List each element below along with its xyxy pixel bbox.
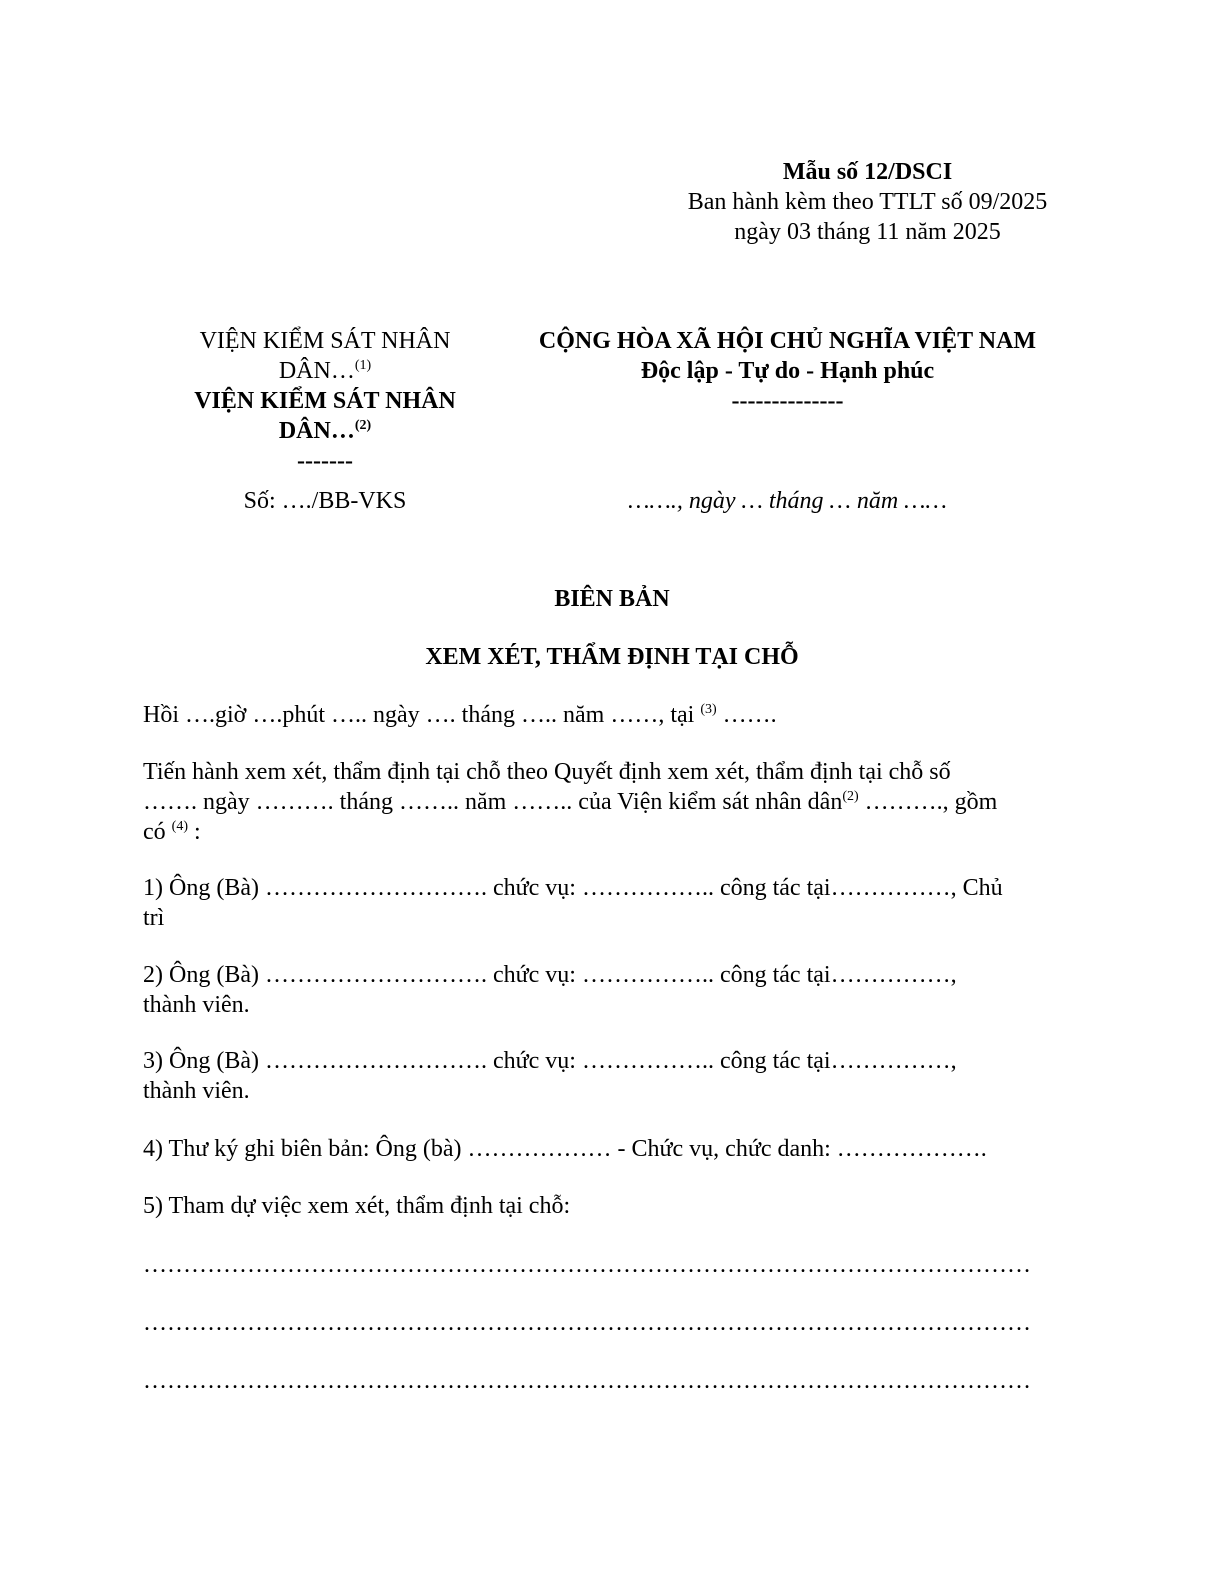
form-header (640, 157, 1095, 247)
time-place-text: Hồi ….giờ ….phút ….. ngày …. tháng ….. năm ……, tại (143, 702, 701, 728)
member-2 (143, 960, 1078, 1020)
footnote-ref-4: (4) (171, 819, 188, 834)
blank-line-2: ………………………………………………………………………………………………… (143, 1310, 1031, 1336)
member-3-line1: 3) Ông (Bà) ………………………. chức vụ: …………….. công tác tại……………, (143, 1048, 957, 1074)
attendees-label: 5) Tham dự việc xem xét, thẩm định tại chỗ: (143, 1193, 571, 1219)
footnote-ref-1: (1) (354, 358, 372, 373)
member-3 (143, 1046, 1078, 1106)
document-title: BIÊN BẢN (554, 586, 670, 612)
agency-block (170, 326, 480, 476)
motto-block (505, 326, 1070, 416)
place-date: ……., ngày … tháng … năm …… (628, 488, 947, 514)
footnote-ref-2b: (2) (842, 789, 859, 804)
agency-line2b-wrap (170, 416, 480, 446)
agency-divider: ------- (297, 448, 353, 474)
time-place-line (143, 700, 1078, 730)
agency-line2b: DÂN… (278, 418, 355, 444)
intro-line2 (143, 787, 1078, 817)
issued-date: ngày 03 tháng 11 năm 2025 (734, 219, 1001, 245)
form-number: Mẫu số 12/DSCI (782, 159, 953, 185)
intro-paragraph (143, 757, 1078, 847)
member-1 (143, 873, 1078, 933)
blank-line-3: ………………………………………………………………………………………………… (143, 1368, 1031, 1394)
member-2-line2: thành viên. (143, 992, 250, 1018)
member-1-line2: trì (143, 905, 165, 931)
time-place-tail: ……. (716, 702, 777, 728)
intro-line3 (143, 817, 1078, 847)
motto-divider: -------------- (731, 388, 844, 414)
member-3-line2: thành viên. (143, 1078, 250, 1104)
agency-line1b: DÂN… (278, 358, 355, 384)
footnote-ref-3: (3) (700, 702, 717, 717)
footnote-ref-2: (2) (354, 418, 372, 433)
member-2-line1: 2) Ông (Bà) ………………………. chức vụ: …………….. công tác tại……………, (143, 962, 957, 988)
country-name: CỘNG HÒA XÃ HỘI CHỦ NGHĨA VIỆT NAM (538, 328, 1037, 354)
intro-line2-tail: ………., gồm (858, 789, 998, 815)
intro-line3-tail: : (187, 819, 201, 845)
blank-line-1: ………………………………………………………………………………………………… (143, 1252, 1031, 1278)
member-1-line1: 1) Ông (Bà) ………………………. chức vụ: …………….. công tác tại……………, Chủ (143, 875, 1003, 901)
document-number: Số: …./BB-VKS (243, 488, 407, 514)
national-slogan: Độc lập - Tự do - Hạnh phúc (640, 358, 935, 384)
issued-with: Ban hành kèm theo TTLT số 09/2025 (687, 189, 1048, 215)
intro-line3-text: có (143, 819, 172, 845)
document-subtitle: XEM XÉT, THẨM ĐỊNH TẠI CHỖ (425, 644, 799, 670)
agency-line1b-wrap (170, 356, 480, 386)
secretary-line: 4) Thư ký ghi biên bản: Ông (bà) ……………… - Chức vụ, chức danh: ………………. (143, 1136, 987, 1162)
intro-line1: Tiến hành xem xét, thẩm định tại chỗ theo Quyết định xem xét, thẩm định tại chỗ số (143, 759, 951, 785)
intro-line2-text: ……. ngày ………. tháng …….. năm …….. của Viện kiểm sát nhân dân (143, 789, 843, 815)
agency-line1a: VIỆN KIỂM SÁT NHÂN (199, 328, 451, 354)
agency-line2a: VIỆN KIỂM SÁT NHÂN (194, 388, 456, 414)
